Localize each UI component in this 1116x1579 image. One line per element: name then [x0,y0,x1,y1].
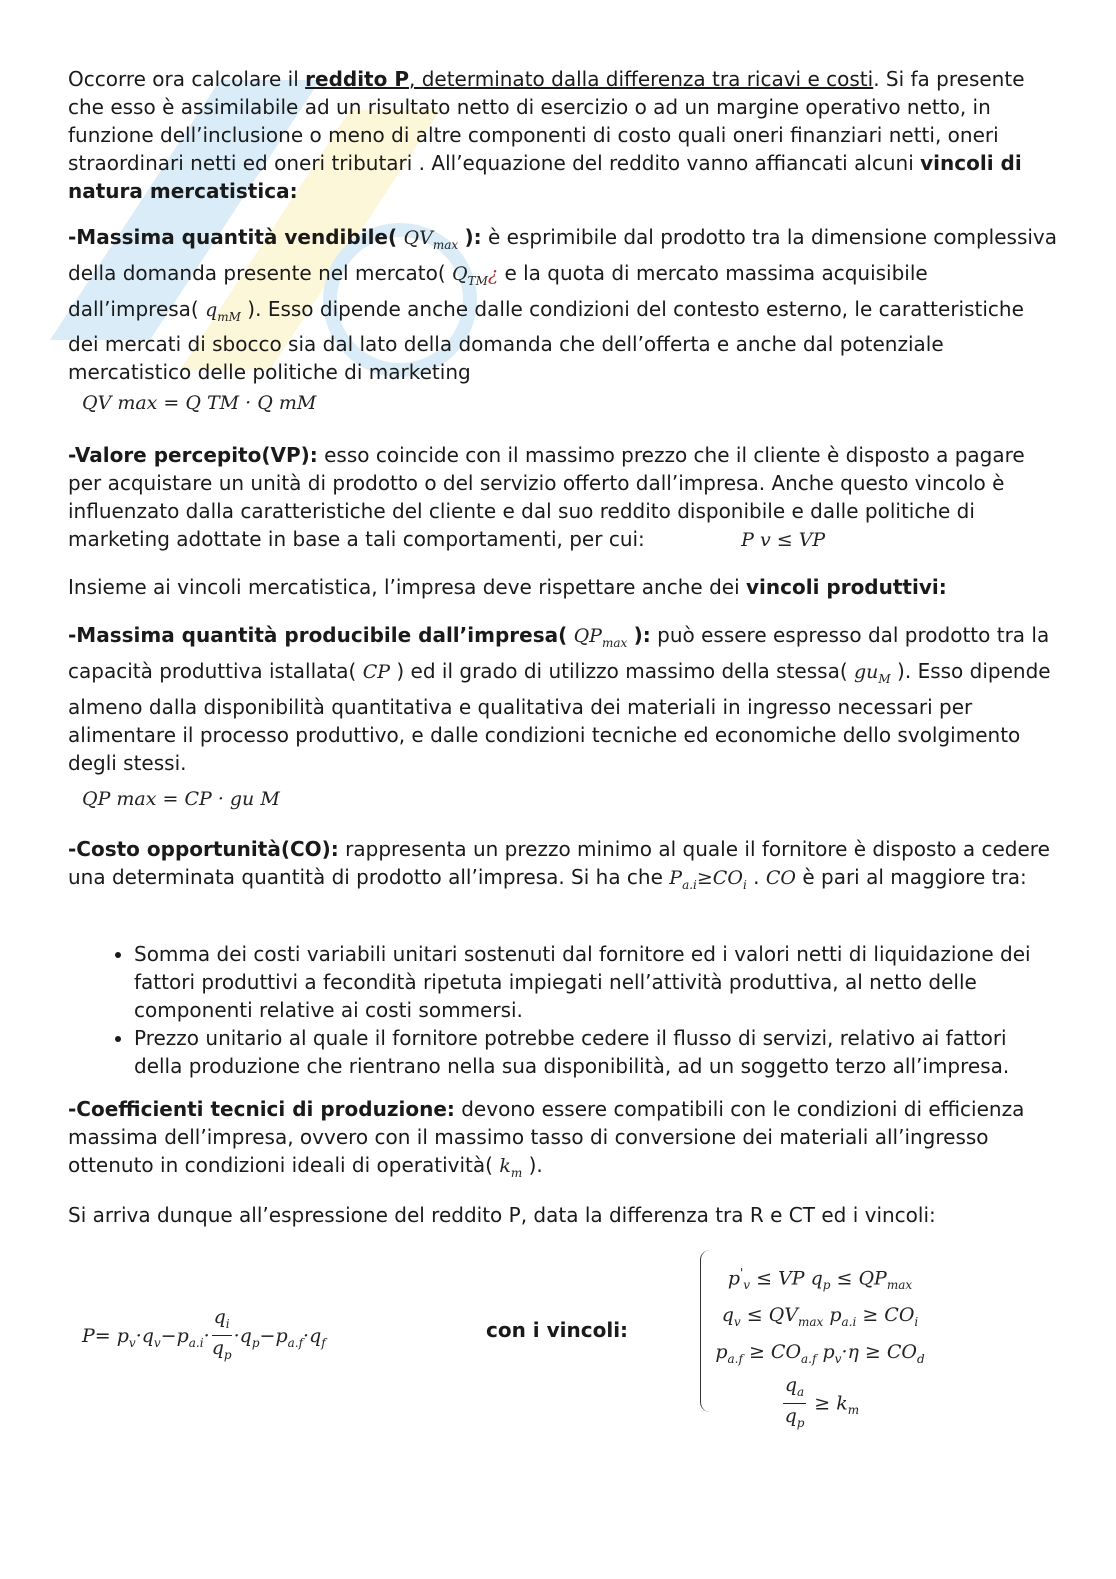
co-symbol: CO [765,867,796,889]
cp-symbol: CP [362,660,391,683]
constraint-line-4: $\frac{q_a}{q_p}$ ≥ $k_m$ [784,1373,860,1430]
con-vincoli-text: con i vincoli: [486,1318,629,1342]
intro-text-2: . Si fa presente che esso è assimilabile ad un risultato netto di esercizio o ad un margine operativo netto, in funzione dell’inclusione o meno di altre componenti di costo quali oneri finanziari netti, oneri straordinari netti ed oneri tributari . All’equazione del reddito vanno affiancati alcuni [68,67,1025,175]
co-bullets [68,940,1058,1080]
qp-title: -Massima quantità producibile dall’impresa( [68,623,568,647]
qmm-symbol: $q_{mM}$ [205,298,241,324]
qv-formula-text: QV max = Q TM · Q mM [82,392,317,414]
ctp-paragraph [68,1095,1058,1187]
qv-paragraph [68,223,1058,386]
vincoli-produttivi-paragraph [68,573,1058,601]
vp-formula: P v ≤ VP [741,529,826,551]
qp-title-close: ): [633,623,651,647]
qv-symbol: $QV_{max}$ [403,227,459,252]
reddito-formula: $P= p_v\cdot q_v-p_{a.i}\cdot$ $\frac{q_i}{q_p}$ $\cdot q_p-p_{a.f}\cdot q_f$ [82,1306,326,1362]
vp-text: esso coincide con il massimo prezzo che il cliente è disposto a pagare per acquistare un unità di prodotto o del servizio offerto dall’impresa. Anche questo vincolo è influenzato dalla caratteristiche del cliente e dal suo reddito disponibile e dalle politiche di marketing adottate in base a tali comportamenti, per cui: [68,443,1025,551]
co-bullet-2: • Prezzo unitario al quale il fornitore potrebbe cedere il flusso di servizi, relativo ai fattori della produzione che rientrano nella sua disponibilità, ad un soggetto terzo all’impresa. [134,1024,1058,1080]
qp-text-2: ) ed il grado di utilizzo massimo della stessa( [390,658,848,683]
qp-formula-text: QP max = CP · gu M [82,788,280,810]
co-title: -Costo opportunità(CO): [68,837,339,861]
constraint-system [700,1258,940,1434]
intro-text: Occorre ora calcolare il [68,67,306,91]
constraint-line-2: $q_v \le QV_{max}$ $p_{a.i} \ge CO_i$ [721,1304,919,1329]
qp-paragraph [68,621,1058,777]
vp-paragraph [68,441,1058,554]
pai-co-symbol: $P_{a.i}\ge CO_i$ [669,867,747,892]
qv-title: -Massima quantità vendibile( [68,225,398,249]
ctp-text: devono essere compatibili con le condizioni di efficienza massima dell’impresa, ovvero con il massimo tasso di conversione dei materiali all’ingresso ottenuto in condizioni ideali di operatività( [68,1097,1025,1177]
intro-paragraph [68,65,1058,205]
qv-text-3: ). Esso dipende anche dalle condizioni del contesto esterno, le caratteristiche dei mercati di sbocco sia dal lato della domanda che dell’offerta e anche dal potenziale mercatistico delle politiche di marketing [68,296,1024,385]
final-paragraph [68,1201,1058,1229]
reddito-p-term: reddito P [305,67,409,91]
qv-formula [82,390,316,414]
vp-title: -Valore percepito(VP): [68,443,318,467]
constraint-line-1: $p'_v$ ≤ VP $q_p \le QP_{max}$ [727,1266,913,1293]
vincoli-mercatistica-heading: vincoli di natura mercatistica: [68,151,1022,203]
co-text-2: . [746,865,766,889]
gu-symbol: $gu_M$ [854,660,891,686]
co-text-3: è pari al maggiore tra: [795,865,1027,889]
con-vincoli-label [486,1318,628,1342]
co-paragraph [68,835,1058,899]
qtm-symbol: $Q_{TM}¿$ [452,262,499,288]
qp-text-1: può essere espresso dal prodotto tra la capacità produttiva istallata( [68,623,1050,683]
co-bullet-1: • Somma dei costi variabili unitari sostenuti dal fornitore ed i valori netti di liquidazione dei fattori produttivi a fecondità ripetuta impiegati nell’attività produttiva, al netto delle componenti relative ai costi sommersi. [134,940,1058,1024]
ctp-end: ). [522,1153,543,1177]
vincoli-produttivi-heading: vincoli produttivi: [745,575,947,599]
qv-text-1: è esprimibile dal prodotto tra la dimensione complessiva della domanda presente nel mercato( [68,225,1058,285]
qp-symbol: $QP_{max}$ [573,625,628,650]
final-text: Si arriva dunque all’espressione del reddito P, data la differenza tra R e CT ed i vincoli: [68,1203,936,1227]
co-text-1: rappresenta un prezzo minimo al quale il fornitore è disposto a cedere una determinata quantità di prodotto all’impresa. Si ha che [68,837,1050,889]
qv-title-close: ): [464,225,482,249]
constraint-line-3: $p_{a.f} \ge CO_{a.f}$ $p_v\cdot\eta \ge CO_d$ [715,1340,925,1366]
qp-text-3: ). Esso dipende almeno dalla disponibilità quantitativa e qualitativa dei materiali in ingresso necessari per alimentare il processo produttivo, e dalle condizioni tecniche ed economiche dello svolgimento degli stessi. [68,658,1051,775]
ins-text: Insieme ai vincoli mercatistica, l’impresa deve rispettare anche dei [68,575,746,599]
reddito-definition: , determinato dalla differenza tra ricavi e costi [408,67,874,91]
ctp-title: -Coefficienti tecnici di produzione: [68,1097,455,1121]
qp-formula [82,786,280,810]
km-symbol: $k_m$ [499,1155,523,1180]
qv-text-2: e la quota di mercato massima acquisibile dall’impresa( [68,260,928,321]
